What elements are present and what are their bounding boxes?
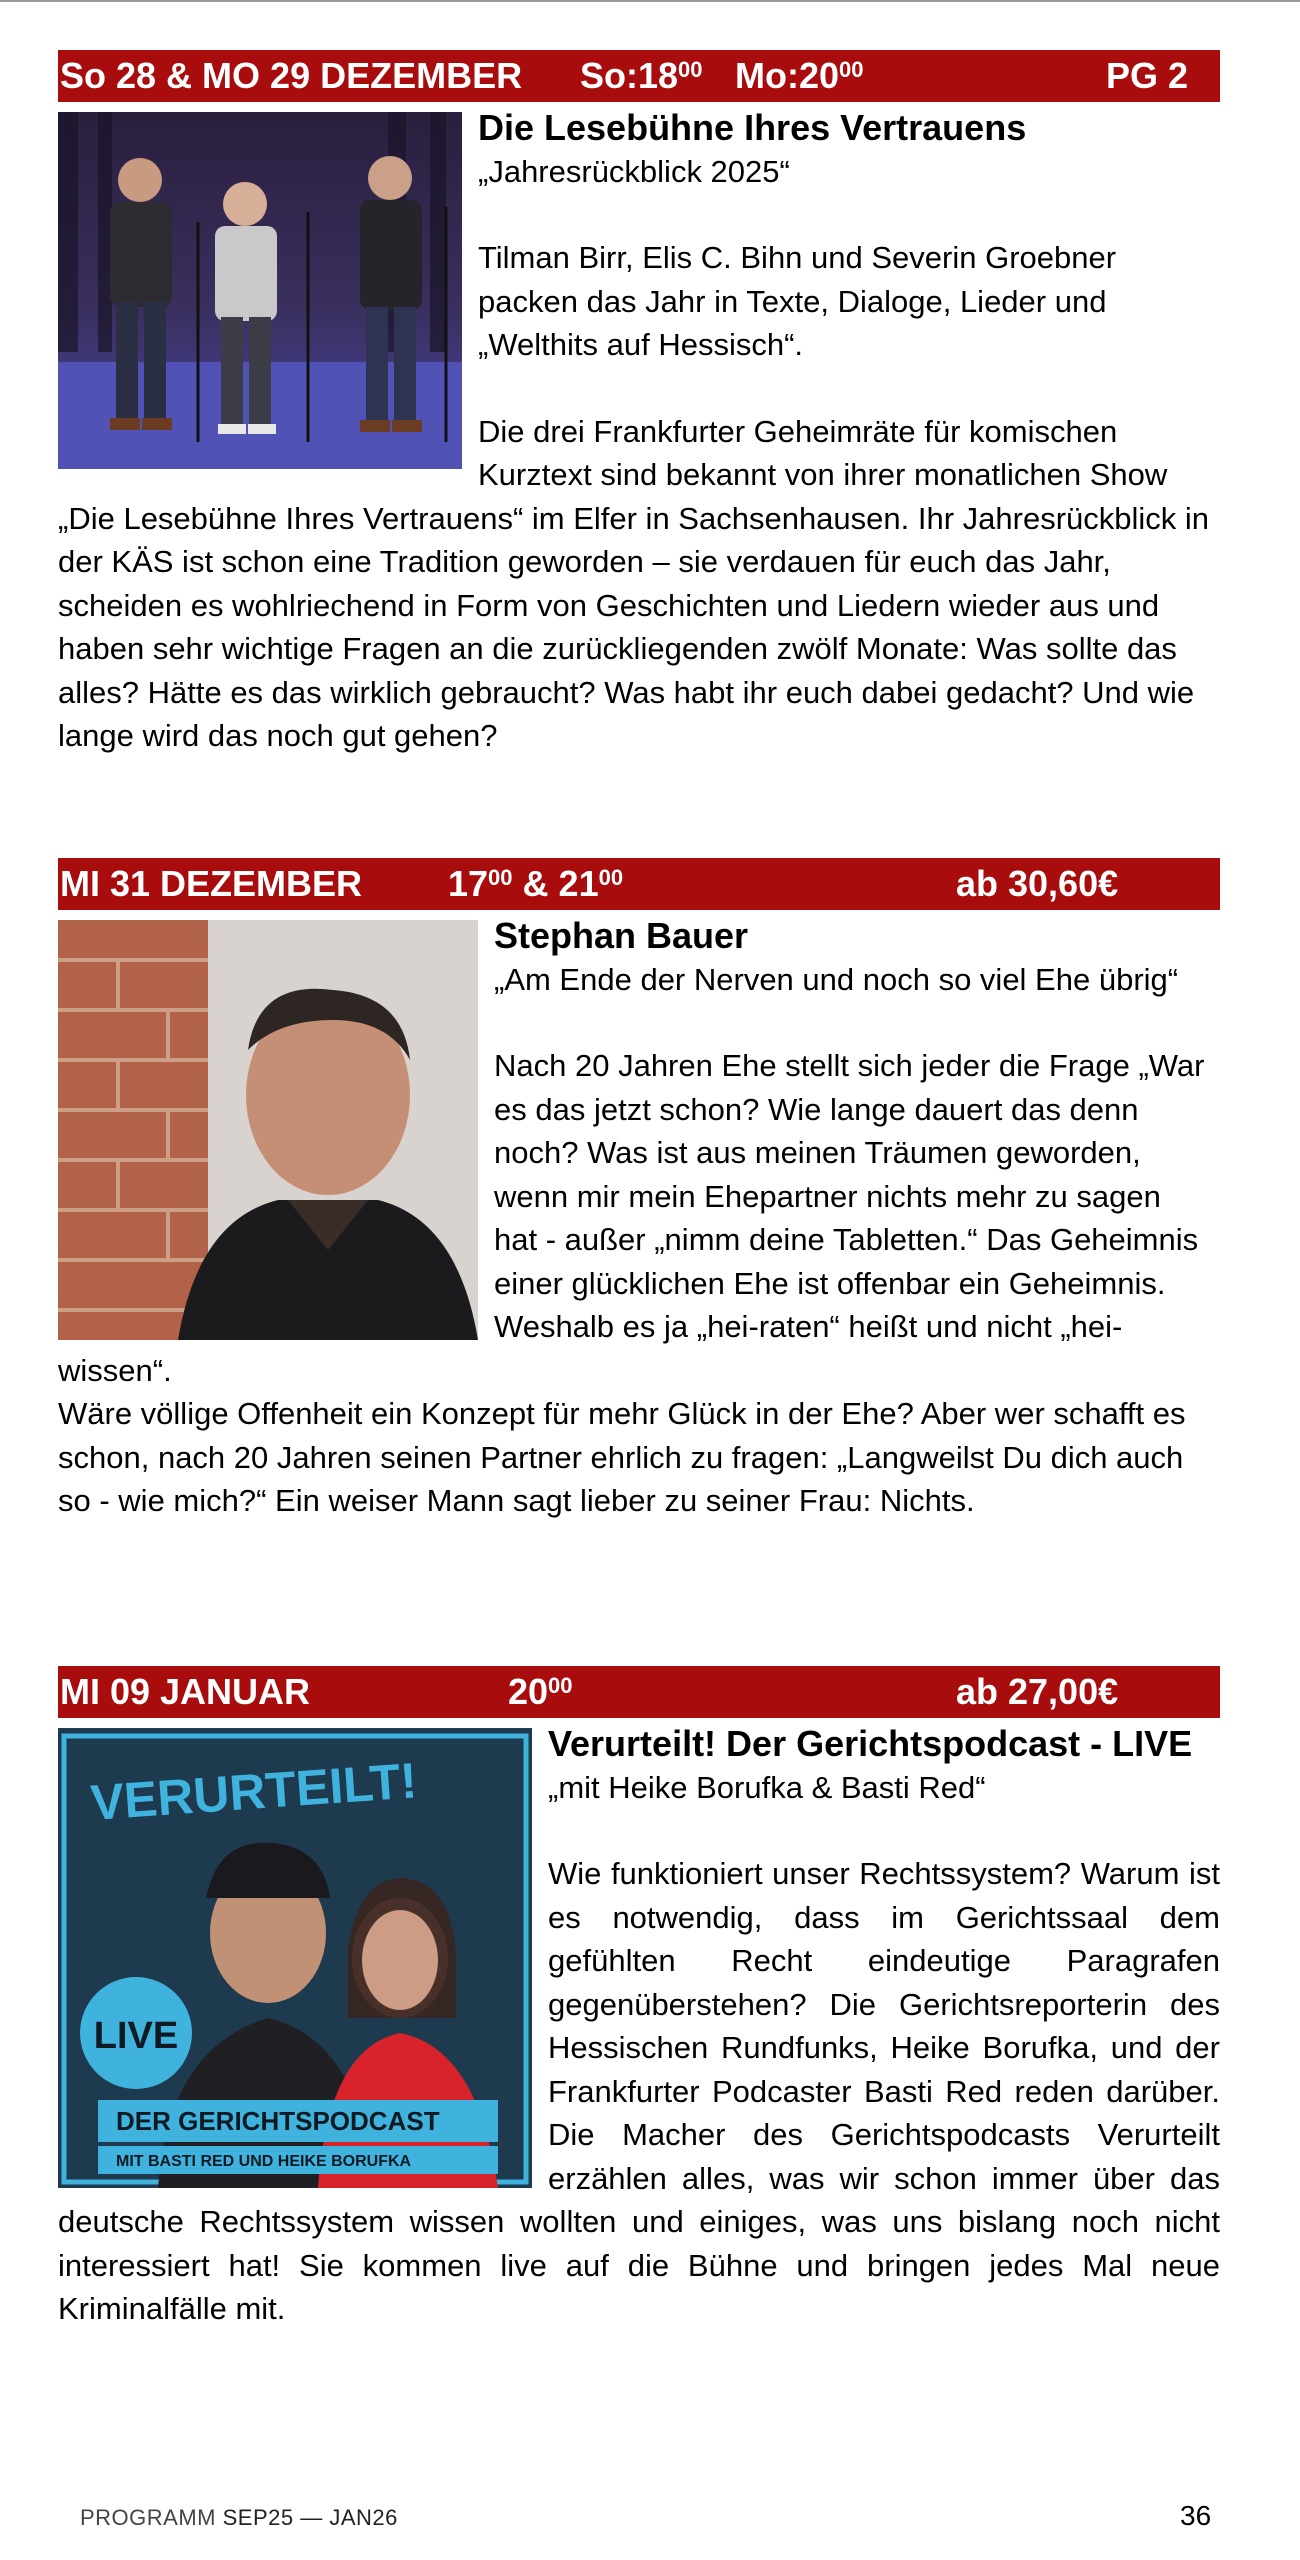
event-photo: [58, 112, 462, 469]
event-age-rating: PG 2: [1106, 55, 1189, 96]
time-join: &: [512, 863, 559, 904]
event-price: ab 30,60€: [956, 863, 1119, 904]
event-times: [448, 858, 623, 910]
poster-headline: VERURTEILT!: [88, 1752, 419, 1831]
time-label: 20: [508, 1671, 549, 1712]
event-banner: [58, 858, 1220, 910]
footer-period: SEP25 — JAN26: [222, 2505, 398, 2530]
event-banner: [58, 1666, 1220, 1718]
event-date: So 28 & MO 29 DEZEMBER: [60, 55, 523, 96]
event-description: Nach 20 Jahren Ehe stellt sich jeder die Frage „War es das jetzt schon? Wie lange dauert das denn noch? Was ist aus meinen Träumen geworden, wenn mir mein Ehepartner nichts mehr zu sagen hat - außer „nimm deine Tabletten.“ Das Geheimnis einer glücklichen Ehe ist offenbar ein Geheimnis. Weshalb es ja „hei-raten“ heißt und nicht „hei-wissen“.: [58, 1048, 1205, 1388]
event-verurteilt: [58, 1666, 1220, 2331]
time-label: 21: [558, 863, 599, 904]
time-sup: 00: [598, 865, 624, 890]
event-poster: [58, 1728, 532, 2188]
event-time-monday: [735, 50, 864, 102]
event-description: Die drei Frankfurter Geheimräte für komischen Kurztext sind bekannt von ihrer monatlichen Show „Die Lesebühne Ihres Vertrauens“ im Elfer in Sachsenhausen. Ihr Jahresrückblick in der KÄS ist schon eine Tradition geworden – sie verdauen für euch das Jahr, scheiden es wohlriechend in Form von Geschichten und Liedern wieder aus und haben sehr wichtige Fragen an die zurückliegenden zwölf Monate: Was sollte das alles? Hätte es das wirklich gebraucht? Was habt ihr euch dabei gedacht? Und wie lange wird das noch gut gehen?: [58, 413, 1210, 753]
event-title: Die Lesebühne Ihres Vertrauens: [478, 107, 1027, 148]
event-price: ab 27,00€: [956, 1671, 1119, 1712]
time-label: So:18: [580, 55, 679, 96]
event-title: Stephan Bauer: [494, 915, 749, 956]
stage-photo-three-performers: [58, 112, 462, 469]
event-description: Tilman Birr, Elis C. Bihn und Severin Groebner packen das Jahr in Texte, Dialoge, Lieder und „Welthits auf Hessisch“.: [478, 240, 1117, 362]
time-label: 17: [448, 863, 489, 904]
event-description: Wie funktioniert unser Rechtssystem? Warum ist es notwendig, dass im Gerichtssaal dem gefühlten Recht eindeutige Paragrafen gegenüberstehen? Die Gerichtsreporterin des Hessischen Rundfunks, Heike Borufka, und der Frankfurter Podcaster Basti Red reden darüber. Die Macher des Gerichtspodcasts Verurteilt erzählen alles, was wir schon immer über das deutsche Rechtssystem wissen wollten und einiges, was uns bislang noch nicht interessiert hat! Sie kommen live auf die Bühne und bringen jedes Mal neue Kriminalfälle mit.: [58, 1856, 1220, 2326]
top-rule: [0, 0, 1300, 2]
time-label: Mo:20: [735, 55, 840, 96]
time-sup: 00: [839, 57, 864, 82]
event-banner: [58, 50, 1220, 102]
poster-band-subtitle: MIT BASTI RED UND HEIKE BORUFKA: [116, 2153, 412, 2170]
event-subtitle: „Am Ende der Nerven und noch so viel Ehe übrig“: [494, 962, 1179, 997]
time-sup: 00: [678, 57, 703, 82]
event-subtitle: „Jahresrückblick 2025“: [478, 154, 790, 189]
event-stephan-bauer: [58, 858, 1220, 1523]
time-sup: 00: [548, 1673, 573, 1698]
time-sup: 00: [488, 865, 513, 890]
event-lesebuehne: [58, 50, 1220, 758]
event-title: Verurteilt! Der Gerichtspodcast - LIVE: [548, 1723, 1193, 1764]
event-date: MI 09 JANUAR: [60, 1671, 311, 1712]
event-date: MI 31 DEZEMBER: [60, 863, 363, 904]
page-number: 36: [1180, 2500, 1212, 2531]
poster-live-badge: LIVE: [93, 2015, 179, 2057]
event-time-sunday: [580, 50, 703, 102]
event-description: Wäre völlige Offenheit ein Konzept für mehr Glück in der Ehe? Aber wer schafft es schon, nach 20 Jahren seinen Partner ehrlich zu fragen: „Langweilst Du dich auch so - wie mich?“ Ein weiser Mann sagt lieber zu seiner Frau: Nichts.: [58, 1396, 1186, 1518]
footer-program-label: [80, 2505, 398, 2531]
event-subtitle: „mit Heike Borufka & Basti Red“: [548, 1770, 986, 1805]
portrait-stephan-bauer: [58, 920, 478, 1340]
podcast-poster: [58, 1728, 532, 2188]
event-time: [508, 1666, 573, 1718]
poster-band-title: DER GERICHTSPODCAST: [116, 2106, 440, 2136]
event-photo: [58, 920, 478, 1340]
footer-program: PROGRAMM: [80, 2505, 223, 2530]
